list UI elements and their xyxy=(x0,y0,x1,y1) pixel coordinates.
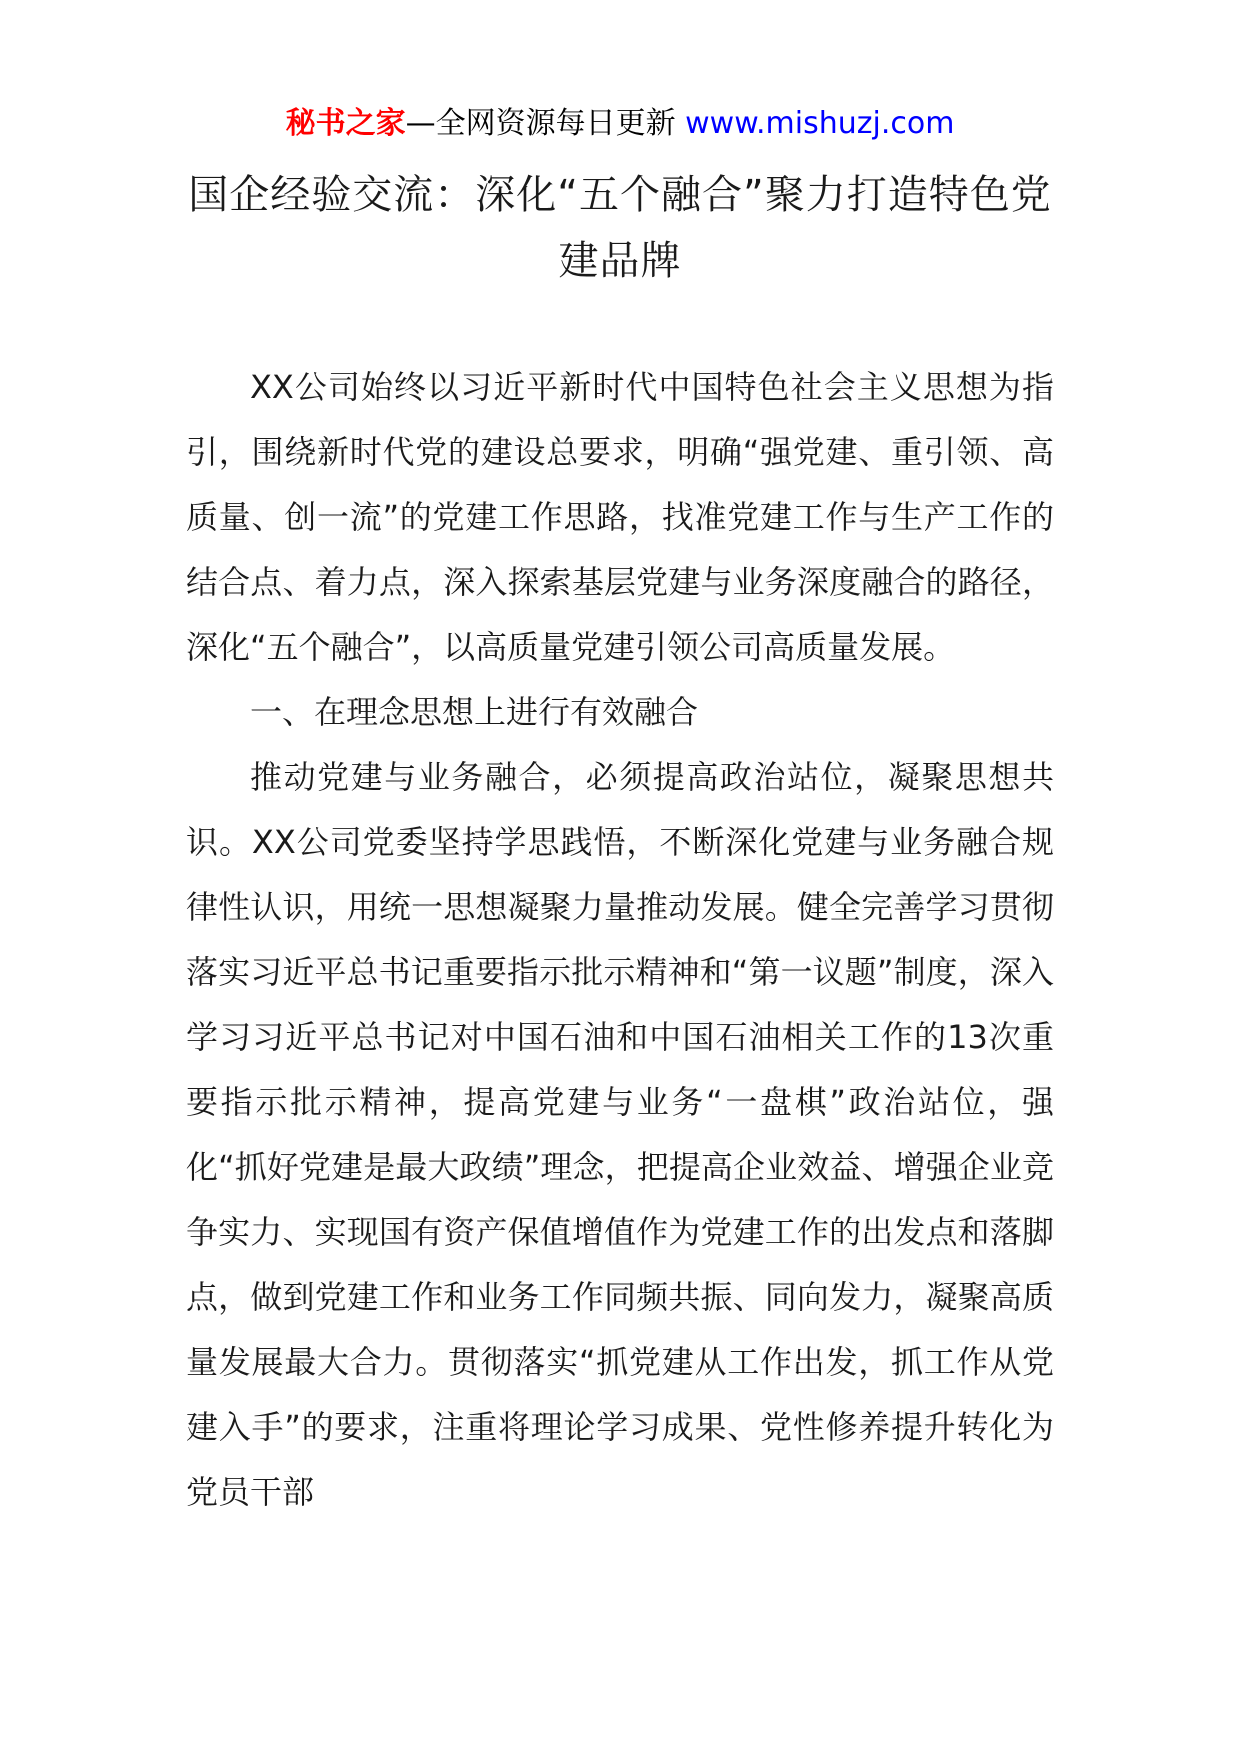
watermark-url-link[interactable]: www.mishuzj.com xyxy=(685,106,955,141)
watermark-slogan: —全网资源每日更新 xyxy=(405,106,686,141)
watermark-brand: 秘书之家 xyxy=(285,106,406,141)
document-title: 国企经验交流：深化“五个融合”聚力打造特色党建品牌 xyxy=(188,172,1052,284)
paragraph-section-1: 推动党建与业务融合，必须提高政治站位，凝聚思想共识。XX公司党委坚持学思践悟，不断深化党建与业务融合规律性认识，用统一思想凝聚力量推动发展。健全完善学习贯彻落实习近平总书记重要指示批示精神和“第一议题”制度，深入学习习近平总书记对中国石油和中国石油相关工作的13次重要指示批示精神，提高党建与业务“一盘棋”政治站位，强化“抓好党建是最大政绩”理念，把提高企业效益、增强企业竞争实力、实现国有资产保值增值作为党建工作的出发点和落脚点，做到党建工作和业务工作同频共振、同向发力，凝聚高质量发展最大合力。贯彻落实“抓党建从工作出发，抓工作从党建入手”的要求，注重将理论学习成果、党性修养提升转化为党员干部 xyxy=(186,758,1054,1511)
paragraph-intro: XX公司始终以习近平新时代中国特色社会主义思想为指引，围绕新时代党的建设总要求，明确“强党建、重引领、高质量、创一流”的党建工作思路，找准党建工作与生产工作的结合点、着力点，深入探索基层党建与业务深度融合的路径，深化“五个融合”，以高质量党建引领公司高质量发展。 xyxy=(186,368,1054,666)
site-watermark xyxy=(0,104,1240,144)
section-heading-1: 一、在理念思想上进行有效融合 xyxy=(250,693,699,731)
document-body xyxy=(186,355,1054,1525)
